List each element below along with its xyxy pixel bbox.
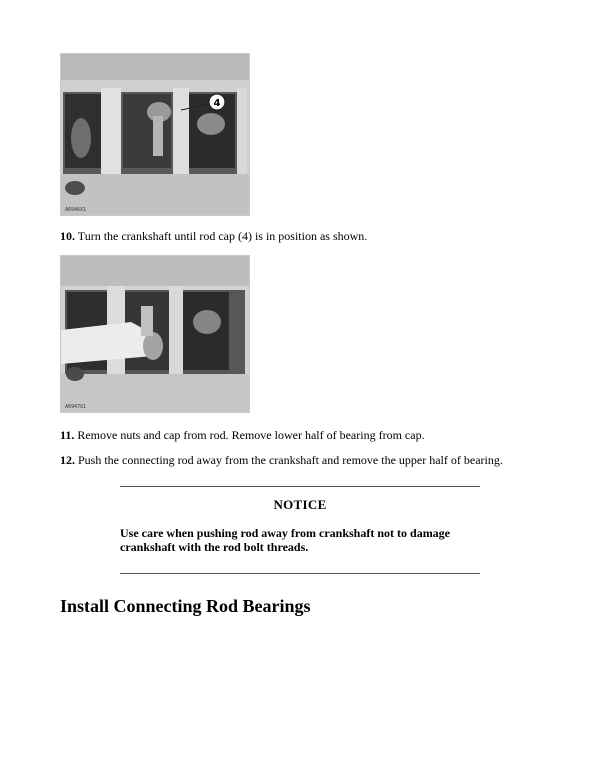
step-12 (60, 453, 503, 467)
figure-plate-code: A6946X1 (65, 207, 87, 213)
notice-body: Use care when pushing rod away from crankshaft not to damage crankshaft with the rod bolt threads. (120, 526, 451, 554)
step-11 (60, 428, 425, 442)
figure-plate-code: A6947X1 (65, 404, 87, 410)
step-10 (60, 229, 367, 243)
crankshaft-photo-1-graphic (61, 54, 249, 215)
figure-crankshaft-rod-cap-photo (60, 53, 250, 216)
step-text: Remove nuts and cap from rod. Remove lower half of bearing from cap. (74, 428, 425, 442)
notice-title: NOTICE (273, 497, 327, 512)
notice-top-rule (120, 486, 480, 487)
section-heading: Install Connecting Rod Bearings (60, 596, 311, 616)
step-number: 12. (60, 453, 75, 467)
crankshaft-photo-2-graphic (61, 256, 249, 412)
notice-bottom-rule (120, 573, 480, 574)
step-text: Turn the crankshaft until rod cap (4) is in position as shown. (75, 229, 368, 243)
step-text: Push the connecting rod away from the crankshaft and remove the upper half of bearing. (75, 453, 503, 467)
figure-remove-rod-cap-photo (60, 255, 250, 413)
step-number: 11. (60, 428, 75, 442)
step-number: 10. (60, 229, 75, 243)
figure-callout-4: 4 (213, 98, 221, 109)
